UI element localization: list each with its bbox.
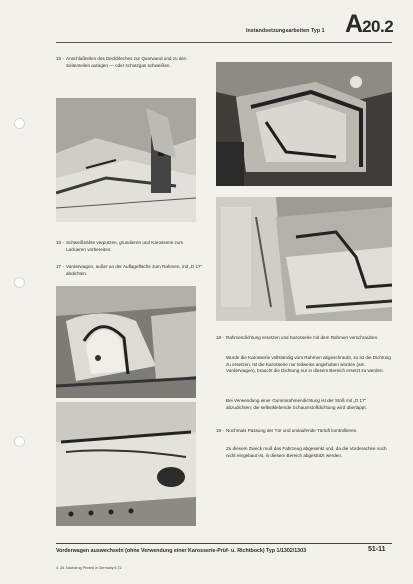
step-text: Anschlußteilen des Deckbleches zur Querwand und zu den Seitenteilen autogen — oder schutzgas schweißen.	[66, 56, 187, 68]
punch-hole-middle	[14, 277, 25, 288]
punch-hole-top	[14, 118, 25, 129]
step-number: 18 -	[216, 335, 224, 340]
photo-floor-sealed-edges	[56, 402, 196, 526]
step-text: Vorderwagen, außer an der Auflagefläche zum Rahmen, mit „D 17" abdichten.	[66, 264, 203, 276]
step-text: Nochmals Passung der Tür und umlaufende Türluft kontrollieren.	[226, 428, 358, 433]
header-code-number: 20.2	[362, 17, 394, 36]
header-code	[345, 12, 393, 39]
step-19-paragraph-1: Zu diesem Zweck muß das Fahrzeug abgesenkt und, da die Vorderachse noch nicht eingebaut ist, in diesem Bereich abgestützt werden.	[226, 446, 387, 458]
punch-hole-bottom	[14, 436, 25, 447]
step-18-paragraph-1: Wurde die Karosserie vollständig vom Rahmen abgeschraubt, so ist die Dichtung zu ersetzen. Ist die Karosserie nur teilweise angehoben worden (am Vorderwagen), braucht die Dichtung nur in diesem Bereich ersetzt zu werden.	[226, 355, 391, 374]
step-19	[216, 428, 392, 435]
step-18-paragraph-2: Bei Verwendung einer Gummirahmendichtung ist der Stoß mit „D 17" abzudichten; die selbstklebende Schaumstoffdichtung wird überlappt.	[226, 398, 367, 410]
page-number: 51-11	[368, 546, 386, 553]
step-number: 19 -	[216, 428, 224, 433]
photo-inner-rail-welding	[216, 62, 392, 186]
step-18	[216, 335, 392, 342]
photo-wheel-arch-sealed	[56, 286, 196, 398]
footer-rule	[56, 543, 392, 544]
header-rule	[56, 42, 392, 43]
step-text: Rahmendichtung ersetzen und Karosserie mit dem Rahmen verschrauben.	[226, 335, 379, 340]
step-number: 17 -	[56, 264, 64, 269]
print-note: 4. 28. Nachdrug Printed in Germany 6.72	[56, 566, 122, 570]
photo-welded-cover-panel	[56, 98, 196, 222]
step-number: 15 -	[56, 56, 64, 61]
header-section-title: Instandsetzungsarbeiten Typ 1	[246, 28, 325, 34]
step-16	[56, 240, 204, 253]
step-number: 16 -	[56, 240, 64, 245]
photo-sealed-seams	[216, 197, 392, 321]
footer-title: Vorderwagen auswechseln (ohne Verwendung einer Karosserie-Prüf- u. Richtbock) Typ 1/1302/1303	[56, 548, 307, 554]
header-code-letter: A	[345, 10, 363, 38]
step-17	[56, 264, 204, 277]
step-text: Schweißnähte verputzen, grundieren und Karosserie zum Lackieren vorbereiten.	[66, 240, 184, 252]
step-15	[56, 56, 204, 69]
